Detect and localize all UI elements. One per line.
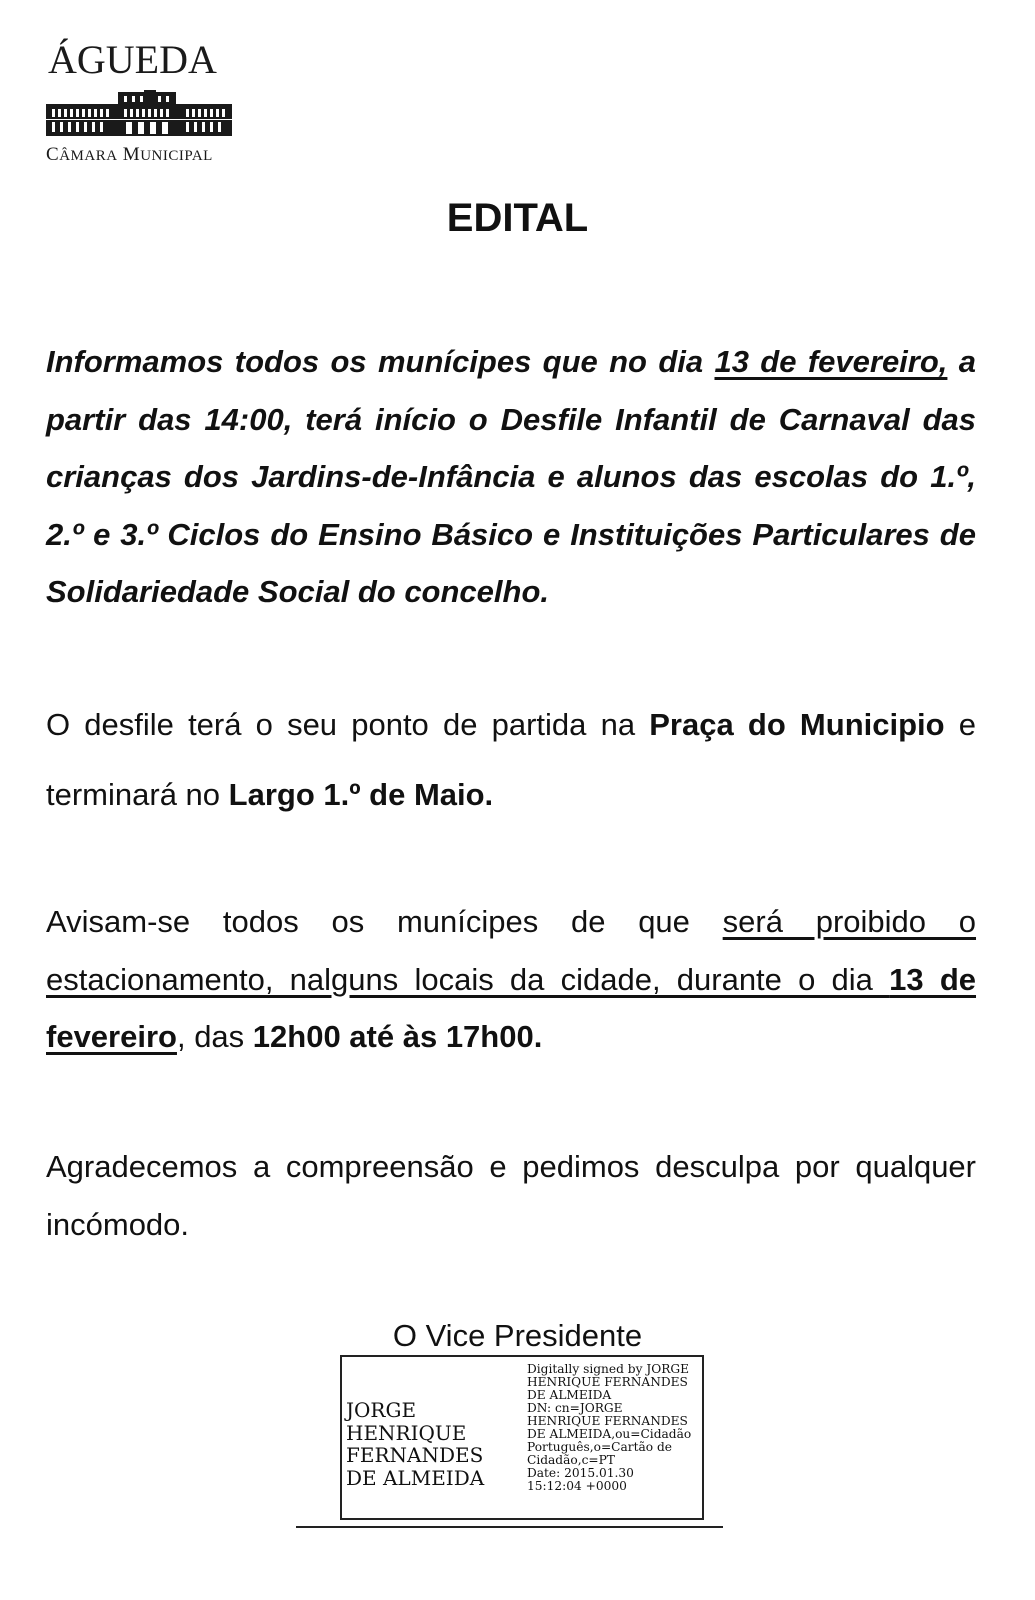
document-title: EDITAL bbox=[446, 196, 589, 240]
signatory-role: O Vice Presidente bbox=[392, 1318, 643, 1353]
digital-signature-box bbox=[340, 1355, 704, 1520]
town-hall-building-icon bbox=[46, 90, 232, 136]
route-paragraph: O desfile terá o seu ponto de partida na Praça do Municipio e terminará no Largo 1.º de Maio. bbox=[46, 707, 976, 812]
parking-notice-paragraph: Avisam-se todos os munícipes de que será proibido o estacionamento, nalguns locais da cidade, durante o dia 13 de fevereiro, das 12h00 até às 17h00. bbox=[46, 904, 977, 1054]
announcement-paragraph: Informamos todos os munícipes que no dia 13 de fevereiro, a partir das 14:00, terá início o Desfile Infantil de Carnaval das crianças dos Jardins-de-Infância e alunos das escolas do 1.º, 2.º e 3.º Ciclos do Ensino Básico e Instituições Particulares de Solidariedade Social do concelho. bbox=[46, 344, 977, 609]
signer-name: JORGE HENRIQUE FERNANDES DE ALMEIDA bbox=[346, 1398, 485, 1490]
signature-line bbox=[296, 1526, 723, 1528]
thanks-paragraph: Agradecemos a compreensão e pedimos desculpa por qualquer incómodo. bbox=[46, 1149, 976, 1242]
logo-subtitle: CÂMARA MUNICIPAL bbox=[46, 144, 213, 165]
signature-details: Digitally signed by JORGE HENRIQUE FERNANDES DE ALMEIDA DN: cn=JORGE HENRIQUE FERNANDES DE ALMEIDA,ou=Cidadão Português,o=Cartão de Cidadão,c=PT Date: 2015.01.30 15:12:04 +0000 bbox=[527, 1363, 692, 1493]
logo-title: ÁGUEDA bbox=[48, 37, 217, 82]
municipal-logo bbox=[46, 36, 236, 166]
